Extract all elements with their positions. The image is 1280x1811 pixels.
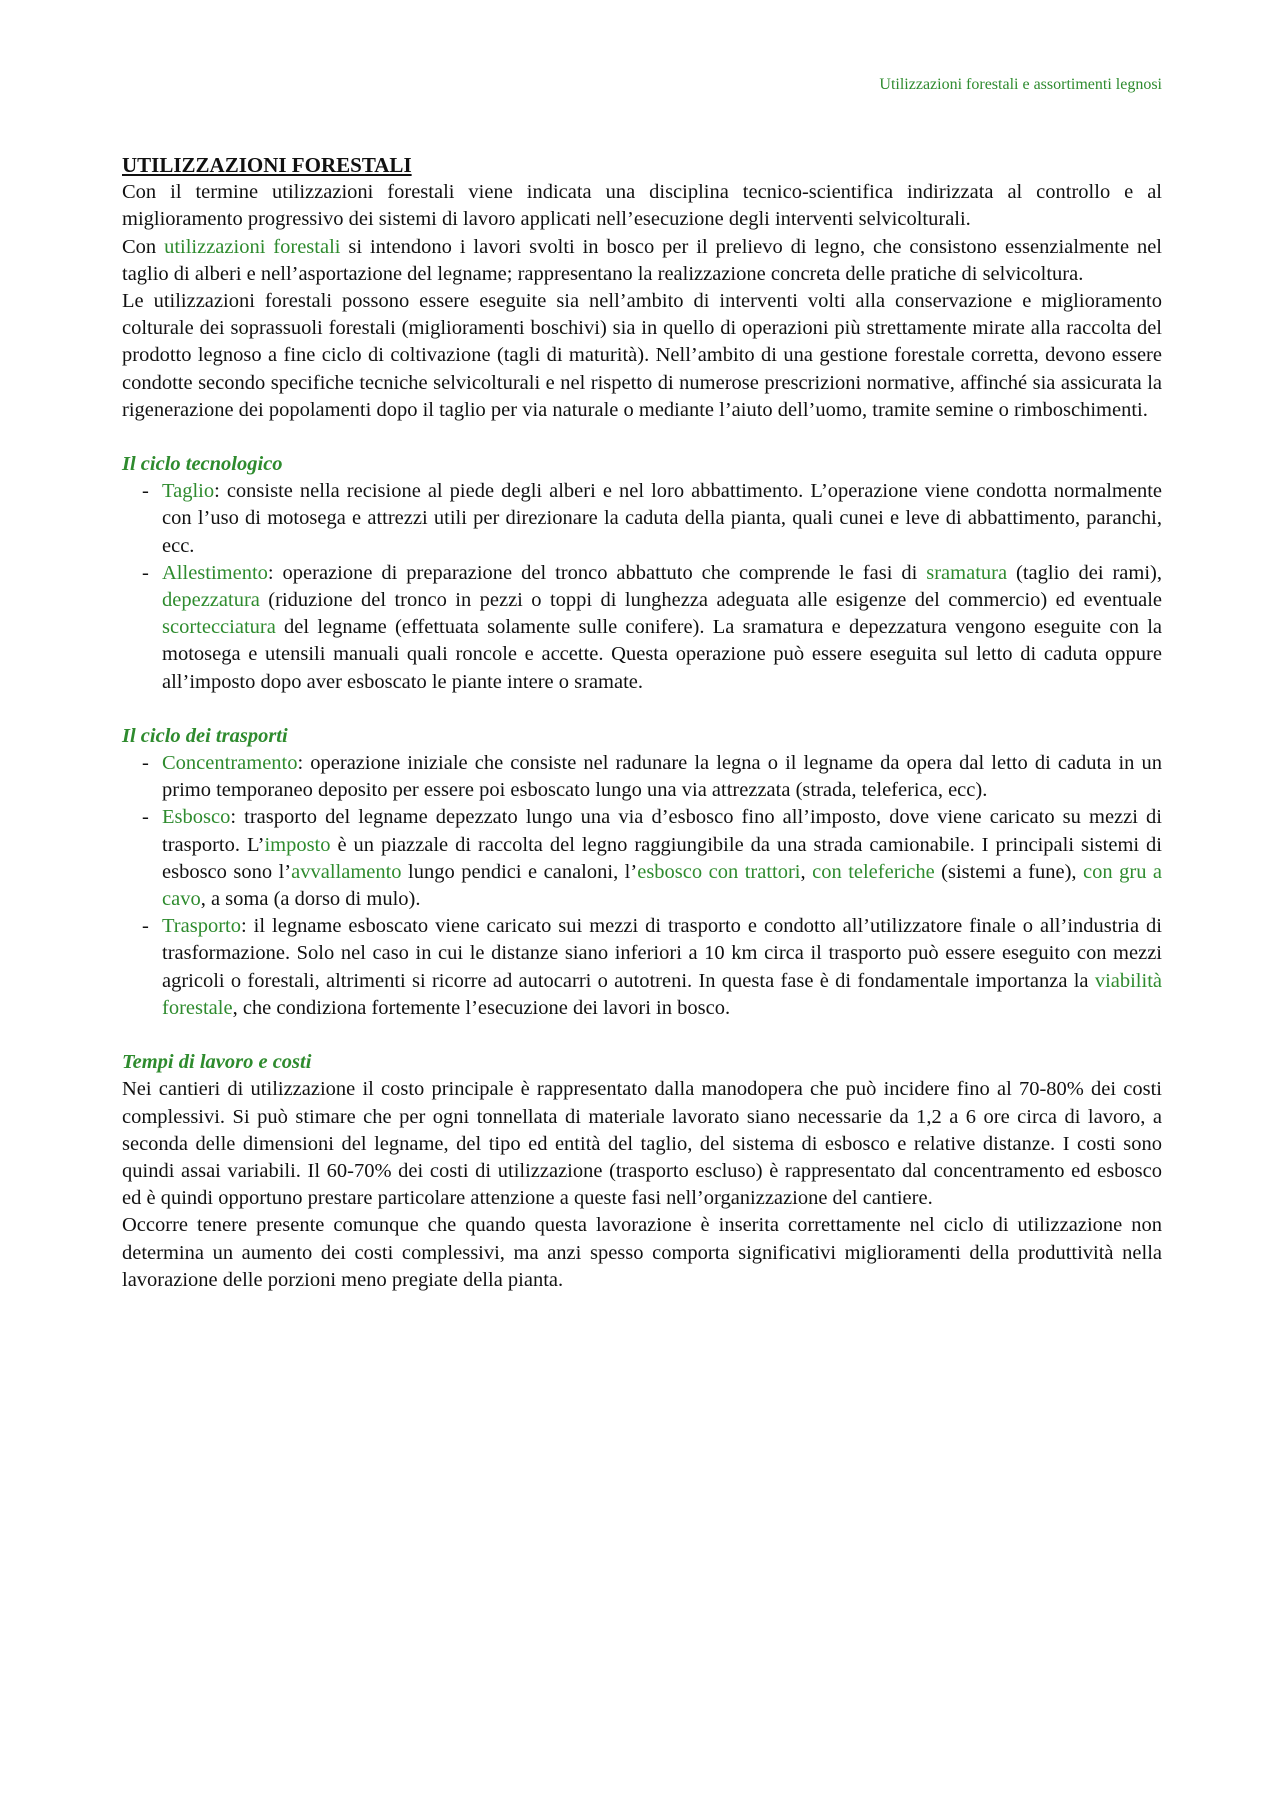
- page-title: UTILIZZAZIONI FORESTALI: [122, 153, 412, 177]
- list-dash: -: [142, 752, 149, 775]
- list-dash: -: [142, 561, 149, 584]
- list-item-esbosco: - Esbosco: trasporto del legname depezzato lungo una via d’esbosco fino all’imposto, dove viene caricato su mezzi di trasporto. L’imposto è un piazzale di raccolta del legno raggiungibile da una strada camionabile. I principali sistemi di esbosco sono l’avvallamento lungo pendici e canaloni, l’esbosco con trattori, con teleferiche (sistemi a fune), con gru a cavo, a soma (a dorso di mulo).: [142, 806, 1163, 911]
- term-scortecciatura: scortecciatura: [162, 616, 276, 639]
- list-item-taglio: - Taglio: consiste nella recisione al piede degli alberi e nel loro abbattimento. L’operazione viene condotta normalmente con l’uso di motosega e attrezzi utili per direzionare la caduta della pianta, quali cunei e leve di abbattimento, paranchi, ecc.: [142, 480, 1162, 557]
- term-trasporto: Trasporto: [162, 915, 241, 938]
- list-item-allestimento: - Allestimento: operazione di preparazione del tronco abbattuto che comprende le fasi di sramatura (taglio dei rami), depezzatura (riduzione del tronco in pezzi o toppi di lunghezza adeguata alle esigenze del commercio) ed eventuale scortecciatura del legname (effettuata solamente sulle conifere). La sramatura e depezzatura vengono eseguite con la motosega e utensili manuali quali roncole e accette. Questa operazione può essere eseguita sul letto di caduta oppure all’imposto dopo aver esboscato le piante intere o sramate.: [142, 561, 1162, 693]
- term-teleferiche: con teleferiche: [812, 860, 935, 883]
- term-viabilita-forestale: viabilità forestale: [162, 969, 1162, 1019]
- term-esbosco-trattori: esbosco con trattori: [637, 860, 801, 883]
- list-dash: -: [142, 480, 149, 503]
- intro-paragraph-2: Con utilizzazioni forestali si intendono i lavori svolti in bosco per il prelievo di legno, che consistono essenzialmente nel taglio di alberi e nell’asportazione del legname; rappresentano la realizzazione concreta delle pratiche di selvicoltura.: [122, 235, 1162, 285]
- list-dash: -: [142, 806, 149, 829]
- term-gru-cavo: con gru a cavo: [162, 860, 1163, 911]
- list-item-concentramento: - Concentramento: operazione iniziale che consiste nel radunare la legna o il legname da opera dal letto di caduta in un primo temporaneo deposito per essere poi esboscato lungo una via attrezzata (strada, teleferica, ecc).: [142, 752, 1162, 802]
- list-ciclo-tecnologico: [122, 478, 1162, 696]
- list-item-trasporto: - Trasporto: il legname esboscato viene caricato sui mezzi di trasporto e condotto all’utilizzatore finale o all’industria di trasformazione. Solo nel caso in cui le distanze siano inferiori a 10 km circa il trasporto può essere eseguito con mezzi agricoli o forestali, altrimenti si ricorre ad autocarri o autotreni. In questa fase è di fondamentale importanza la viabilità forestale, che condiziona fortemente l’esecuzione dei lavori in bosco.: [142, 915, 1162, 1019]
- term-utilizzazioni-forestali: utilizzazioni forestali: [164, 235, 341, 258]
- term-concentramento: Concentramento: [162, 752, 298, 775]
- running-header: Utilizzazioni forestali e assortimenti legnosi: [879, 76, 1162, 93]
- term-sramatura: sramatura: [926, 561, 1008, 584]
- term-allestimento: Allestimento: [162, 561, 268, 584]
- term-avvallamento: avvallamento: [291, 860, 402, 883]
- term-depezzatura: depezzatura: [162, 589, 260, 612]
- list-ciclo-trasporti: [122, 750, 1162, 1022]
- heading-tempi-lavoro-costi: Tempi di lavoro e costi: [122, 1051, 312, 1074]
- heading-ciclo-tecnologico: Il ciclo tecnologico: [122, 453, 283, 476]
- intro-paragraph-3: Le utilizzazioni forestali possono essere eseguite sia nell’ambito di interventi volti alla conservazione e miglioramento colturale dei soprassuoli forestali (miglioramenti boschivi) sia in quello di operazioni più strettamente mirate alla raccolta del prodotto legnoso a fine ciclo di coltivazione (tagli di maturità). Nell’ambito di una gestione forestale corretta, devono essere condotte secondo specifiche tecniche selvicolturali e nel rispetto di numerose prescrizioni normative, affinché sia assicurata la rigenerazione dei popolamenti dopo il taglio per via naturale o mediante l’aiuto dell’uomo, tramite semine o rimboschimenti.: [122, 290, 1162, 421]
- term-imposto: imposto: [264, 833, 331, 856]
- heading-ciclo-trasporti: Il ciclo dei trasporti: [122, 724, 288, 747]
- tempi-paragraph-2: Occorre tenere presente comunque che quando questa lavorazione è inserita correttamente nel ciclo di utilizzazione non determina un aumento dei costi complessivi, ma anzi spesso comporta significativi miglioramenti della produttività nella lavorazione delle porzioni meno pregiate della pianta.: [122, 1214, 1162, 1291]
- tempi-paragraph-1: Nei cantieri di utilizzazione il costo principale è rappresentato dalla manodopera che può incidere fino al 70-80% dei costi complessivi. Si può stimare che per ogni tonnellata di materiale lavorato siano necessarie da 1,2 a 6 ore circa di lavoro, a seconda delle dimensioni del legname, del tipo ed entità del taglio, del sistema di esbosco e relative distanze. I costi sono quindi assai variabili. Il 60-70% dei costi di utilizzazione (trasporto escluso) è rappresentato dal concentramento ed esbosco ed è quindi opportuno prestare particolare attenzione a queste fasi nell’organizzazione del cantiere.: [122, 1078, 1162, 1210]
- intro-paragraph-1: Con il termine utilizzazioni forestali viene indicata una disciplina tecnico-scientifica indirizzata al controllo e al miglioramento progressivo dei sistemi di lavoro applicati nell’esecuzione degli interventi selvicolturali.: [122, 181, 1162, 231]
- list-dash: -: [142, 915, 149, 938]
- term-taglio: Taglio: [162, 480, 215, 503]
- document-body: [122, 152, 1162, 1294]
- term-esbosco: Esbosco: [162, 806, 231, 829]
